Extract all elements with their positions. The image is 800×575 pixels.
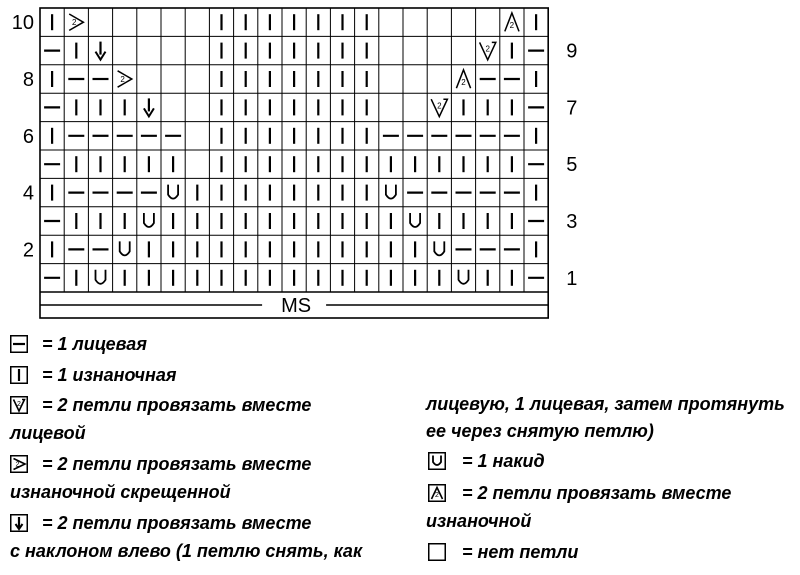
yarn-over-mark	[96, 270, 106, 284]
legend-knit: = 1 лицевая	[42, 334, 147, 354]
legend-purl: = 1 изнаночная	[42, 365, 177, 385]
row-number-right: 9	[566, 40, 578, 63]
k2tog-symbol-icon	[10, 396, 28, 414]
legend-dec-purl-line1: = 2 петли провязать вместе	[462, 483, 732, 503]
legend-dec-knit-line1: = 2 петли провязать вместе	[42, 395, 312, 415]
yarn-over-mark	[410, 213, 420, 227]
row-number-left: 6	[22, 125, 34, 148]
k2tog-number: 2	[437, 101, 442, 111]
legend-dec-purl-line2: изнаночной	[426, 511, 532, 531]
k2tog-number: 2	[485, 44, 490, 54]
yarn-over-mark	[459, 270, 469, 284]
legend-no-stitch: = нет петли	[462, 542, 579, 562]
svg-text:2: 2	[17, 401, 21, 408]
legend-ssk-line4: ее через снятую петлю)	[426, 421, 654, 441]
row-number-right: 1	[566, 267, 578, 290]
knit-symbol-icon	[10, 335, 28, 353]
row-number-right: 3	[566, 211, 578, 233]
row-number-left: 4	[22, 182, 34, 205]
row-number-left: 10	[11, 12, 34, 35]
p2tog-symbol-icon	[428, 484, 446, 502]
row-number-right: 7	[566, 97, 578, 120]
legend-dec-purl-tbl-line2: изнаночной скрещенной	[10, 482, 231, 502]
p2tog-tbl-number: 2	[71, 18, 77, 28]
legend-dec-knit-line2: лицевой	[10, 423, 86, 443]
svg-text:2: 2	[15, 461, 20, 469]
ms-label: MS	[281, 295, 312, 317]
legend-ssk-line2: с наклоном влево (1 петлю снять, как	[10, 541, 363, 561]
p2tog-number: 2	[461, 78, 466, 87]
p2tog-number: 2	[509, 21, 515, 31]
yarn-over-mark	[168, 185, 178, 199]
p2tog-tbl-number: 2	[120, 75, 125, 84]
row-number-left: 8	[22, 69, 34, 91]
legend-ssk-line1: = 2 петли провязать вместе	[42, 513, 312, 533]
yarn-over-mark	[144, 213, 154, 227]
legend-yo: = 1 накид	[462, 451, 545, 471]
no-stitch-symbol-icon	[428, 543, 446, 561]
yarn-over-symbol-icon	[428, 452, 446, 470]
purl-symbol-icon	[10, 366, 28, 384]
legend-dec-purl-tbl-line1: = 2 петли провязать вместе	[42, 454, 312, 474]
yarn-over-mark	[386, 185, 396, 199]
svg-text:2: 2	[435, 492, 439, 499]
ssk-arrow-symbol-icon	[10, 514, 28, 532]
row-number-left: 2	[22, 239, 34, 262]
yarn-over-mark	[120, 241, 130, 255]
p2tog-tbl-symbol-icon	[10, 455, 28, 473]
yarn-over-mark	[434, 241, 444, 255]
row-number-right: 5	[566, 154, 578, 177]
legend-ssk-line3: лицевую, 1 лицевая, затем протянуть	[426, 394, 785, 414]
